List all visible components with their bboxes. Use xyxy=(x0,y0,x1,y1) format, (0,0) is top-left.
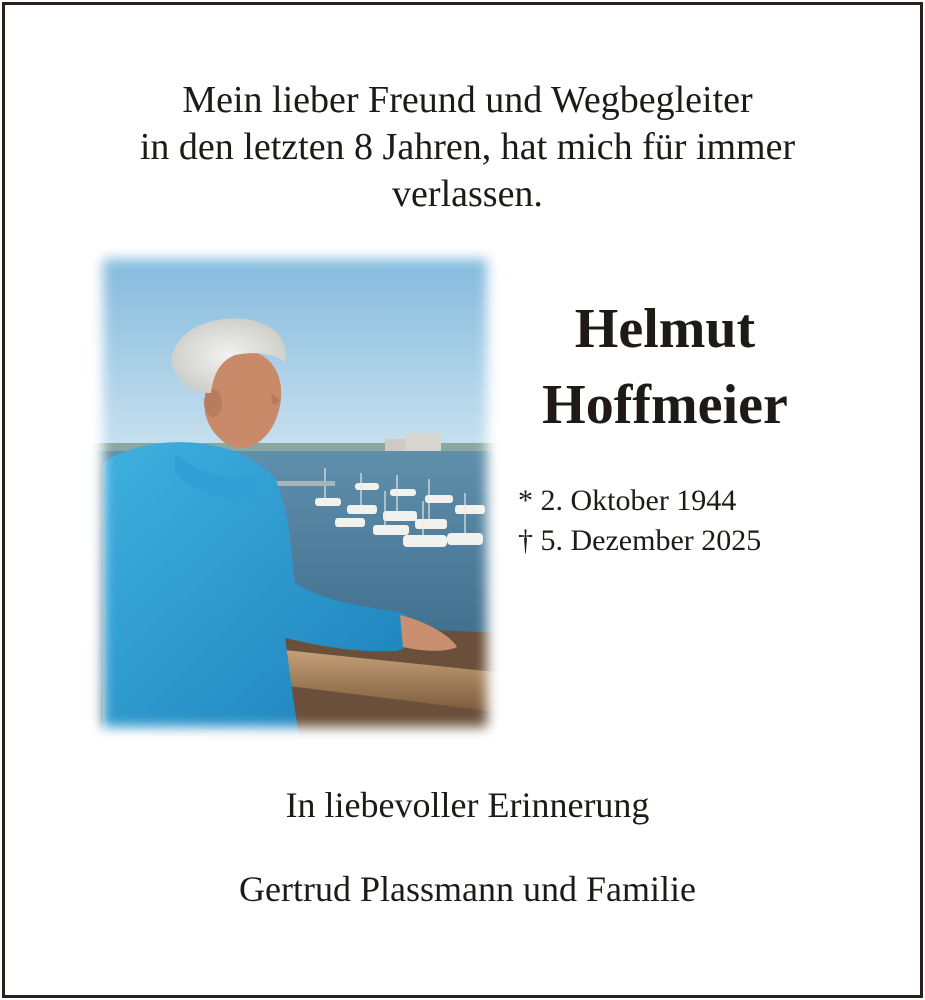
intro-line-1: Mein lieber Freund und Wegbegleiter xyxy=(182,79,753,121)
birth-date: * 2. Oktober 1944 xyxy=(518,484,737,517)
mourner-signature: Gertrud Plassmann und Familie xyxy=(239,869,696,909)
intro-text xyxy=(65,77,870,218)
portrait-photo xyxy=(85,243,505,743)
first-name: Helmut xyxy=(574,298,756,360)
life-dates xyxy=(518,481,761,561)
intro-line-3: verlassen. xyxy=(392,173,543,215)
deceased-name xyxy=(505,291,825,443)
remembrance-text: In liebevoller Erinnerung xyxy=(285,785,650,825)
notice-frame xyxy=(2,2,923,998)
death-date: † 5. Dezember 2025 xyxy=(518,524,762,557)
portrait-photo-illustration xyxy=(85,243,505,743)
last-name: Hoffmeier xyxy=(542,374,788,436)
intro-line-2: in den letzten 8 Jahren, hat mich für immer xyxy=(139,126,796,168)
